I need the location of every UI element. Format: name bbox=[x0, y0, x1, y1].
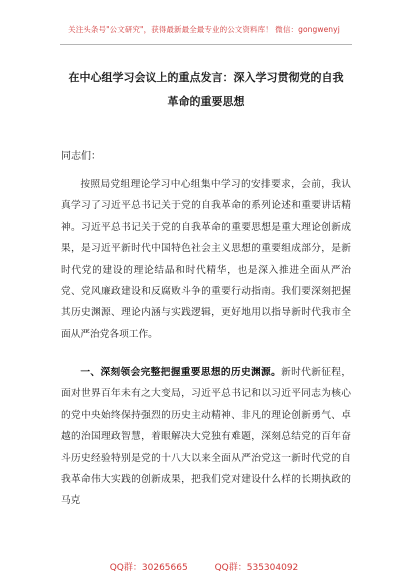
header-divider bbox=[60, 44, 352, 45]
title-line-2: 革命的重要思想 bbox=[167, 95, 245, 108]
document-title bbox=[56, 66, 356, 114]
footer-qq-group-2: QQ群：535304092 bbox=[214, 563, 299, 573]
paragraph-intro: 按照局党组理论学习中心组集中学习的安排要求，会前，我认真学习了习近平总书记关于党的自我革命的系列论述和重要讲话精神。习近平总书记关于党的自我革命的重要思想是重大理论创新成果，是习近平新时代中国特色社会主义思想的重要组成部分，是新时代党的建设的理论结晶和时代精华，也是深入推进全面从严治党、党风廉政建设和反腐败斗争的重要行动指南。我们要深刻把握其历史渊源、理论内涵与实践逻辑，更好地用以指导新时代我市全面从严治党各项工作。 bbox=[61, 179, 351, 340]
section-body: 新时代新征程，面对世界百年未有之大变局，习近平总书记和以习近平同志为核心的党中央始终保持强烈的历史主动精神、非凡的理论创新勇气、卓越的治国理政智慧，着眼解决大党独有难题，深刻总结党的百年奋斗历史经验特别是党的十八大以来全面从严治党这一新时代党的自我革命伟大实践的创新成果，把我们党对建设什么样的长期执政的马克 bbox=[61, 367, 352, 507]
footer-qq-group-1: QQ群：30265665 bbox=[109, 563, 188, 573]
section-heading: 一、深刻领会完整把握重要思想的历史渊源。 bbox=[80, 367, 282, 378]
header-note: 关注头条号"公文研究"，获得最新最全最专业的公文资料库！ 微信：gongwenyj bbox=[68, 25, 340, 34]
salutation: 同志们： bbox=[61, 151, 101, 162]
paragraph-section-1 bbox=[61, 362, 351, 512]
footer-contacts bbox=[0, 560, 408, 573]
title-line-1: 在中心组学习会议上的重点发言：深入学习贯彻党的自我 bbox=[68, 71, 344, 84]
